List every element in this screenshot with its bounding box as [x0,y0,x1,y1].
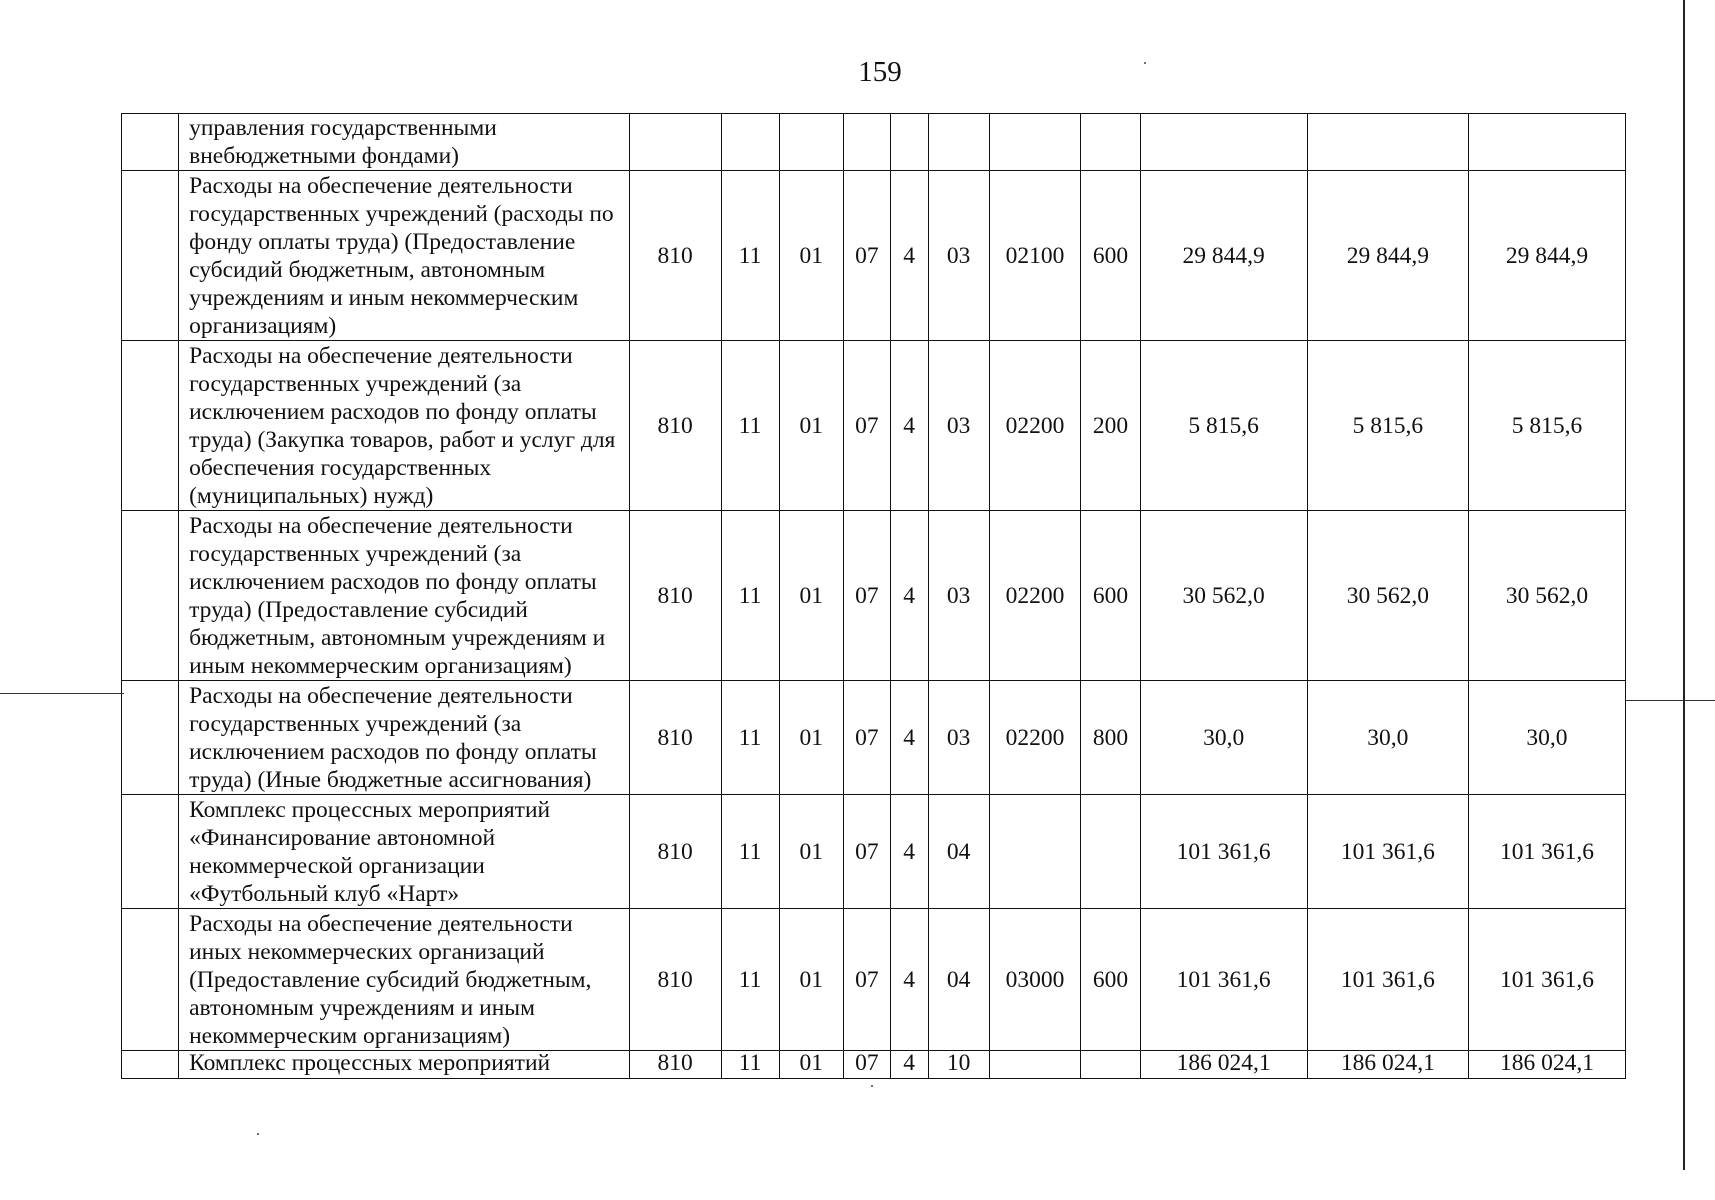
code-subsection: 01 [779,909,843,1051]
amount-year-3 [1468,114,1625,171]
code-section [721,114,779,171]
amount-year-1 [1140,114,1307,171]
code-direction [989,795,1081,909]
amount-year-2: 101 361,6 [1307,909,1468,1051]
code-expense-type: 800 [1081,681,1140,795]
amount-year-3: 30,0 [1468,681,1625,795]
scan-edge-line [1683,0,1685,1170]
amount-year-2: 30 562,0 [1307,511,1468,681]
code-expense-type [1081,795,1140,909]
code-complex [928,114,989,171]
scan-fold-line-right [1626,700,1715,701]
amount-year-3: 186 024,1 [1468,1051,1625,1079]
code-type: 4 [890,909,928,1051]
amount-year-3: 5 815,6 [1468,341,1625,511]
code-subsection: 01 [779,171,843,341]
amount-year-3: 101 361,6 [1468,909,1625,1051]
amount-year-3: 101 361,6 [1468,795,1625,909]
row-marker-cell [122,171,179,341]
scan-fold-line-left [0,693,124,694]
row-description: Расходы на обеспечение деятельности государственных учреждений (за исключением расходов по фонду оплаты труда) (Предоставление субсидий бюджетным, автономным учреждениям и иным некоммерческим организациям) [179,511,630,681]
code-subsection: 01 [779,1051,843,1079]
scan-speck [1144,62,1146,64]
page-number: 159 [858,56,902,88]
amount-year-2: 30,0 [1307,681,1468,795]
code-complex: 10 [928,1051,989,1079]
code-direction [989,114,1081,171]
amount-year-1: 29 844,9 [1140,171,1307,341]
code-complex: 04 [928,909,989,1051]
amount-year-3: 29 844,9 [1468,171,1625,341]
code-type: 4 [890,681,928,795]
row-marker-cell [122,341,179,511]
code-direction [989,1051,1081,1079]
row-description: Комплекс процессных мероприятий «Финансирование автономной некоммерческой организации «Футбольный клуб «Нарт» [179,795,630,909]
code-type: 4 [890,795,928,909]
table-row [122,171,1626,341]
code-section: 11 [721,681,779,795]
code-program: 07 [843,341,890,511]
scan-speck [257,1133,259,1135]
table-row [122,795,1626,909]
code-type: 4 [890,171,928,341]
row-description: управления государственными внебюджетными фондами) [179,114,630,171]
code-type: 4 [890,341,928,511]
row-marker-cell [122,114,179,171]
code-direction: 02100 [989,171,1081,341]
code-subsection: 01 [779,341,843,511]
code-section: 11 [721,341,779,511]
code-subsection: 01 [779,795,843,909]
row-description: Расходы на обеспечение деятельности иных некоммерческих организаций (Предоставление субсидий бюджетным, автономным учреждениям и иным некоммерческим организациям) [179,909,630,1051]
code-section: 11 [721,909,779,1051]
code-complex: 03 [928,511,989,681]
amount-year-2: 5 815,6 [1307,341,1468,511]
row-description: Комплекс процессных мероприятий [179,1051,630,1079]
code-section: 11 [721,511,779,681]
code-program: 07 [843,681,890,795]
amount-year-3: 30 562,0 [1468,511,1625,681]
code-program: 07 [843,1051,890,1079]
code-grbs: 810 [629,341,721,511]
table-row [122,909,1626,1051]
amount-year-1: 30,0 [1140,681,1307,795]
code-expense-type: 200 [1081,341,1140,511]
code-subsection [779,114,843,171]
table-row [122,681,1626,795]
amount-year-2 [1307,114,1468,171]
code-expense-type: 600 [1081,909,1140,1051]
code-grbs: 810 [629,1051,721,1079]
row-description: Расходы на обеспечение деятельности государственных учреждений (за исключением расходов по фонду оплаты труда) (Иные бюджетные ассигнования) [179,681,630,795]
code-grbs: 810 [629,681,721,795]
code-type: 4 [890,1051,928,1079]
code-complex: 03 [928,171,989,341]
code-complex: 03 [928,341,989,511]
amount-year-1: 5 815,6 [1140,341,1307,511]
code-expense-type [1081,114,1140,171]
code-type [890,114,928,171]
row-marker-cell [122,511,179,681]
code-expense-type [1081,1051,1140,1079]
row-marker-cell [122,909,179,1051]
code-program [843,114,890,171]
code-direction: 02200 [989,511,1081,681]
amount-year-2: 101 361,6 [1307,795,1468,909]
code-section: 11 [721,1051,779,1079]
row-marker-cell [122,795,179,909]
amount-year-2: 186 024,1 [1307,1051,1468,1079]
code-direction: 02200 [989,681,1081,795]
code-section: 11 [721,171,779,341]
budget-table [121,113,1626,1079]
amount-year-1: 186 024,1 [1140,1051,1307,1079]
code-expense-type: 600 [1081,511,1140,681]
code-expense-type: 600 [1081,171,1140,341]
table-row [122,1051,1626,1079]
code-direction: 02200 [989,341,1081,511]
code-grbs: 810 [629,511,721,681]
code-program: 07 [843,909,890,1051]
row-marker-cell [122,681,179,795]
amount-year-1: 30 562,0 [1140,511,1307,681]
table-row [122,114,1626,171]
code-grbs: 810 [629,171,721,341]
row-marker-cell [122,1051,179,1079]
code-subsection: 01 [779,511,843,681]
amount-year-1: 101 361,6 [1140,795,1307,909]
code-grbs: 810 [629,909,721,1051]
amount-year-1: 101 361,6 [1140,909,1307,1051]
row-description: Расходы на обеспечение деятельности государственных учреждений (за исключением расходов по фонду оплаты труда) (Закупка товаров, работ и услуг для обеспечения государственных (муниципальных) нужд) [179,341,630,511]
table-row [122,341,1626,511]
code-type: 4 [890,511,928,681]
code-subsection: 01 [779,681,843,795]
code-complex: 03 [928,681,989,795]
scan-speck [871,1085,873,1087]
table-row [122,511,1626,681]
code-program: 07 [843,511,890,681]
code-direction: 03000 [989,909,1081,1051]
code-grbs [629,114,721,171]
amount-year-2: 29 844,9 [1307,171,1468,341]
code-program: 07 [843,171,890,341]
code-section: 11 [721,795,779,909]
code-complex: 04 [928,795,989,909]
code-grbs: 810 [629,795,721,909]
code-program: 07 [843,795,890,909]
row-description: Расходы на обеспечение деятельности государственных учреждений (расходы по фонду оплаты труда) (Предоставление субсидий бюджетным, автономным учреждениям и иным некоммерческим организациям) [179,171,630,341]
